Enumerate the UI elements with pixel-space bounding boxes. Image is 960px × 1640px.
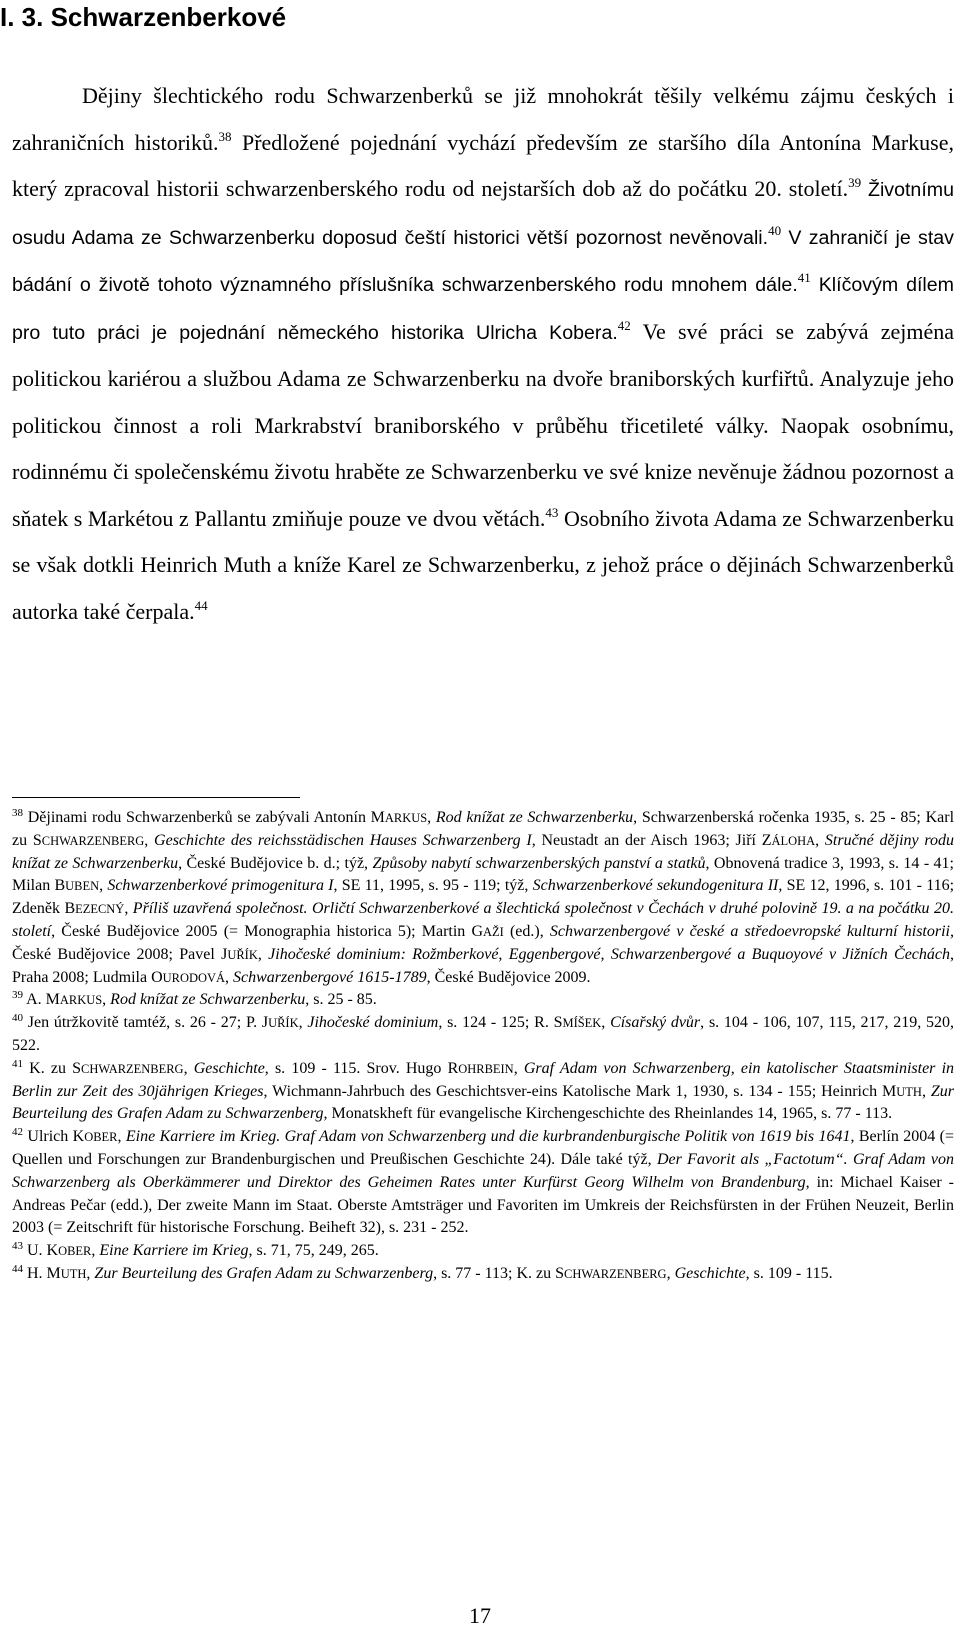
author-small-caps: UTH (60, 1266, 87, 1281)
footnote-text: , (86, 1264, 95, 1282)
footnote-text: , (117, 1128, 126, 1146)
work-title: Stručné dějiny rodu knížat ze Schwarzenberku (12, 831, 955, 872)
author-small-caps: UTH (896, 1084, 922, 1099)
footnote-text: , Monatskheft für evangelische Kirchengeschichte des Rheinlandes 14, 1965, s. 77 - 113. (323, 1105, 893, 1123)
author-small-caps: ARKUS (384, 811, 428, 825)
author-small-caps: AŽI (483, 924, 504, 939)
footnote-ref-44[interactable]: 44 (194, 597, 208, 613)
footnote-text: Ulrich K (23, 1128, 85, 1146)
footnote-text: , (99, 877, 108, 895)
footnote-ref-38[interactable]: 38 (218, 128, 232, 144)
work-title: Geschichte des reichsstädischen Hauses Schwarzenberg I (154, 831, 532, 849)
work-title: Geschichte (674, 1264, 746, 1282)
footnote-43 (12, 1240, 954, 1263)
author-small-caps: ARKUS (59, 993, 103, 1008)
footnote-ref-41[interactable]: 41 (797, 270, 811, 285)
work-title: Zur Beurteilung des Grafen Adam zu Schwarzenberg (94, 1264, 434, 1282)
footnote-ref-42[interactable]: 42 (617, 317, 631, 333)
author-small-caps: OBER (84, 1130, 118, 1145)
footnote-text: Dějinami rodu Schwarzenberků se zabývali Antonín M (23, 809, 385, 826)
author-small-caps: URODOVÁ (162, 970, 225, 985)
section-heading: I. 3. Schwarzenberkové (0, 2, 287, 32)
footnote-text: U. K (23, 1242, 59, 1260)
body-sentence-6: Ve své práci se zabývá zejména politickou kariérou a službou Adama ze Schwarzenberku na dvoře braniborských kurfiřtů. Analyzuje jeho politickou činnost a roli Markrabství braniborského v průběhu třicetileté války. Naopak osobnímu, rodinnému či společenskému životu hraběte ze Schwarzenberku ve své knize nevěnuje žádnou pozornost a sňatek s Markétou z Pallantu zmiňuje pouze ve dvou větách. (12, 318, 955, 531)
author-small-caps: ÁLOHA (771, 833, 816, 848)
footnote-text: K. zu S (23, 1059, 82, 1077)
footnote-text: , s. 109 - 115. (745, 1264, 833, 1282)
footnote-text: , s. 124 - 125; R. S (438, 1014, 563, 1032)
footnote-text: , (224, 968, 233, 986)
footnote-text: , (102, 991, 111, 1009)
footnote-text: , (513, 1059, 524, 1077)
work-title: Císařský dvůr (610, 1014, 701, 1032)
work-title: Jihočeské dominium (307, 1014, 439, 1032)
footnote-number: 42 (12, 1126, 23, 1139)
work-title: Schwarzenberkové sekundogenitura II (532, 877, 779, 895)
body-sentence-4: V zahraničí je stav bádání o životě tohoto významného příslušníka schwarzenberského rodu mnohem dále. (12, 226, 954, 296)
footnote-ref-40[interactable]: 40 (768, 222, 782, 238)
footnote-text: , Berlín 2004 (= Quellen und Forschungen zur Brandenburgischen und Preußischen Geschichte 24). Dále také týž, (12, 1128, 954, 1168)
footnote-text: , České Budějovice 2005 (= Monographia historica 5); Martin G (51, 922, 484, 940)
footnote-text: , s. 104 - 106, 107, 115, 217, 219, 520, 522. (12, 1014, 955, 1054)
footnote-39 (12, 989, 954, 1012)
footnote-text: , (298, 1014, 308, 1032)
body-paragraph (12, 73, 954, 635)
footnote-number: 43 (12, 1240, 23, 1253)
work-title: Graf Adam von Schwarzenberg, ein katolischer Staatsminister in Berlin zur Zeit des 30jährigen Krieges (12, 1059, 955, 1100)
work-title: Eine Karriere im Krieg (99, 1242, 249, 1260)
body-sentence-1: Dějiny šlechtického rodu Schwarzenberků se již mnohokrát těšily velkému zájmu českých i zahraničních historiků. (12, 83, 954, 155)
footnote-number: 44 (12, 1262, 23, 1275)
work-title: Schwarzenbergové v české a středoevropské kulturní historii, (549, 922, 954, 940)
footnote-text: , České Budějovice b. d.; týž, (178, 854, 373, 872)
footnote-41 (12, 1058, 954, 1126)
author-small-caps: CHWARZENBERG (564, 1266, 667, 1281)
author-small-caps: MÍŠEK (562, 1016, 602, 1031)
work-title: Der Favorit als „Factotum“. Graf Adam von Schwarzenberg als Oberkämmerer und Direktor des Geheimen Rates unter Kurfürst Georg Wilhelm von Brandenburg (12, 1150, 955, 1191)
work-title: Schwarzenbergové 1615-1789 (232, 968, 427, 986)
footnote-text: , (124, 900, 133, 918)
footnote-text: , s. 109 - 115. Srov. Hugo R (264, 1059, 459, 1077)
footnote-text: , (921, 1082, 931, 1100)
page-number: 17 (469, 1603, 491, 1628)
footnote-ref-43[interactable]: 43 (545, 504, 559, 520)
author-small-caps: UBEN (65, 879, 100, 894)
work-title: Eine Karriere im Krieg. Graf Adam von Schwarzenberg und die kurbrandenburgische Politik von 1619 bis 1641 (125, 1128, 851, 1146)
footnote-text: H. M (23, 1264, 61, 1282)
work-title: Příliš uzavřená společnost. Orličtí Schwarzenberkové a šlechtická společnost v Čechách v druhé polovině 19. a na počátku 20. století (12, 900, 955, 940)
footnote-text: , Obnovená tradice 3, 1993, s. 14 - 41; Milan B (12, 854, 954, 895)
footnote-text: , SE 12, 1996, s. 101 - 116; Zdeněk B (12, 877, 955, 918)
body-sentence-2: Předložené pojednání vychází především ze staršího díla Antonína Markuse, který zpracoval historii schwarzenberského rodu od nejstarších dob až do počátku 20. století. (12, 129, 954, 201)
work-title: Zur Beurteilung des Grafen Adam zu Schwarzenberg (12, 1082, 955, 1123)
footnote-text: (ed.), (503, 922, 550, 940)
footnote-text: , České Budějovice 2009. (426, 968, 591, 986)
footnote-44 (12, 1263, 954, 1286)
footnote-text: , Neustadt an der Aisch 1963; Jiří Z (531, 831, 772, 849)
footnote-text: , (144, 831, 155, 849)
footnotes (12, 807, 954, 1286)
footnote-40 (12, 1012, 954, 1058)
footnote-text: České Budějovice 2008; Pavel J (12, 945, 228, 963)
body-sentence-7: Osobního života Adama ze Schwarzenberku se však dotkli Heinrich Muth a kníže Karel ze Schwarzenberku, z jehož práce o dějinách Schwarzenberků autorka také čerpala. (12, 505, 954, 624)
footnote-text: , (601, 1014, 611, 1032)
author-small-caps: UŘÍK (268, 1016, 299, 1031)
footnote-number: 40 (12, 1012, 23, 1025)
body-sentence-3: Životnímu osudu Adama ze Schwarzenberku doposud čeští historici větší pozornost nevěnovali. (12, 179, 954, 249)
footnote-text: , (183, 1059, 194, 1077)
work-title: Rod knížat ze Schwarzenberku (435, 809, 634, 826)
footnote-text: Jen útržkovitě tamtéž, s. 26 - 27; P. J (23, 1014, 269, 1032)
footnote-ref-39[interactable]: 39 (848, 175, 862, 190)
footnote-text: , s. 25 - 85. (305, 991, 377, 1009)
footnote-38 (12, 807, 954, 989)
footnote-text: , in: Michael Kaiser - Andreas Pečar (edd.), Der zweite Mann im Staat. Oberste Amtsträger und Favoriten im Umkreis der Reichsfürsten in der Frühen Neuzeit, Berlin 2003 (= Zeitschrift für historische Forschung. Beiheft 32), s. 231 - 252. (12, 1173, 954, 1237)
footnote-text: , Praha 2008; Ludmila O (12, 945, 955, 986)
author-small-caps: CHWARZENBERG (41, 833, 145, 848)
footnote-text: A. M (23, 991, 60, 1009)
footnote-text: , Wichmann-Jahrbuch des Geschichtsver-eins Katolische Mark 1, 1930, s. 134 - 155; Heinrich M (263, 1082, 897, 1100)
footnote-separator (12, 797, 300, 798)
footnote-text: , Schwarzenberská ročenka 1935, s. 25 - 85; Karl zu S (12, 809, 955, 849)
footnote-number: 38 (12, 807, 23, 819)
author-small-caps: OHRBEIN (458, 1061, 514, 1076)
work-title: Jihočeské dominium: Rožmberkové, Eggenbergové, Schwarzenbergové a Buquoyové v Jižních Čechách (268, 945, 951, 963)
footnote-text: , s. 71, 75, 249, 265. (248, 1242, 379, 1260)
author-small-caps: UŘÍK (227, 947, 258, 962)
work-title: Schwarzenberkové primogenitura I (107, 877, 334, 895)
work-title: Způsoby nabytí schwarzenberských panství a statků (372, 854, 706, 872)
body-sentence-5: Klíčovým dílem pro tuto práci je pojednání německého historika Ulricha Kobera. (12, 274, 955, 344)
footnote-number: 39 (12, 989, 23, 1002)
footnote-42 (12, 1126, 954, 1240)
work-title: Geschichte (193, 1059, 265, 1077)
author-small-caps: CHWARZENBERG (81, 1061, 184, 1076)
footnote-text: , (666, 1264, 675, 1282)
author-small-caps: OBER (58, 1244, 92, 1259)
footnote-text: , (815, 831, 825, 849)
footnote-text: , s. 77 - 113; K. zu S (433, 1264, 565, 1282)
work-title: Rod knížat ze Schwarzenberku (110, 991, 306, 1009)
footnote-text: , (427, 809, 436, 826)
footnote-text: , (91, 1242, 100, 1260)
author-small-caps: EZECNÝ (75, 902, 125, 917)
footnote-text: , SE 11, 1995, s. 95 - 119; týž, (333, 877, 533, 895)
footnote-number: 41 (12, 1057, 23, 1070)
footnote-text: , (257, 945, 269, 963)
